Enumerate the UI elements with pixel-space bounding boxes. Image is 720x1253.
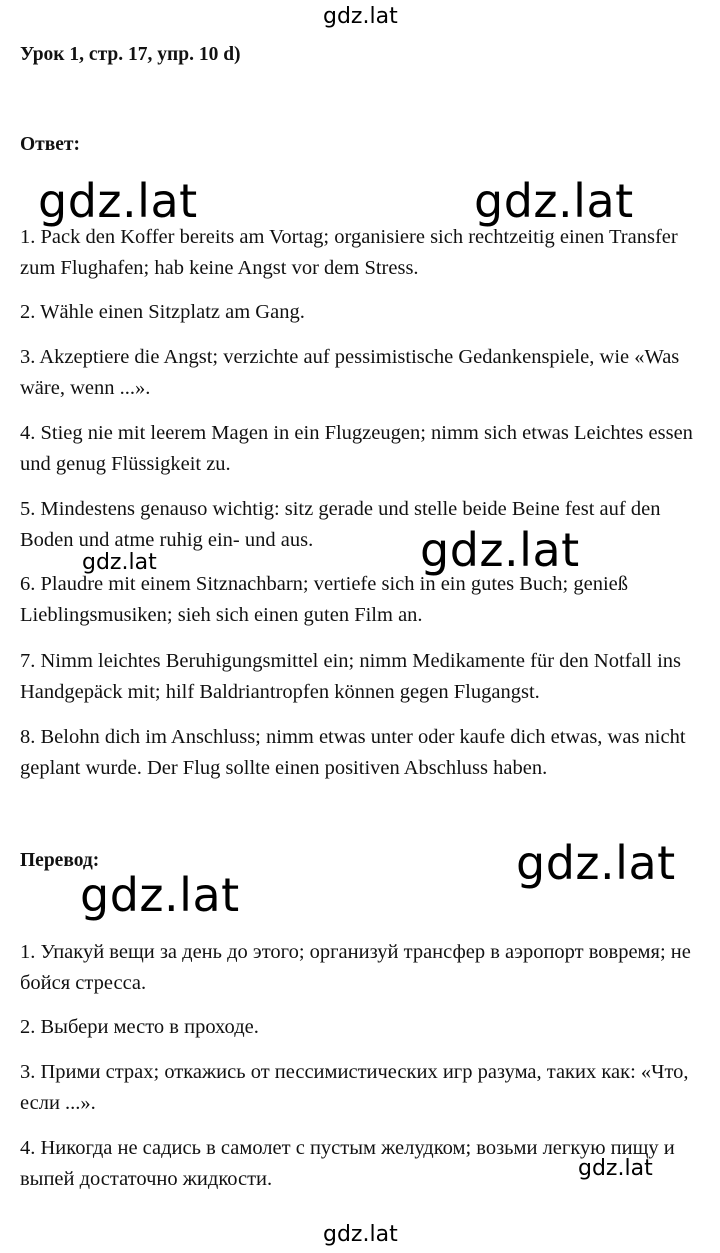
answer-item: 1. Pack den Koffer bereits am Vortag; organisiere sich rechtzeitig einen Transfer zum Flughafen; hab keine Angst vor dem Stress.	[20, 226, 678, 279]
footer-watermark: gdz.lat	[323, 1222, 398, 1247]
answer-item: 7. Nimm leichtes Beruhigungsmittel ein; nimm Medikamente für den Notfall ins Handgepäck mit; hilf Baldriantropfen können gegen Flugangst.	[20, 650, 682, 703]
header-watermark: gdz.lat	[323, 4, 398, 29]
watermark-big: gdz.lat	[516, 836, 676, 890]
watermark-small: gdz.lat	[82, 550, 157, 575]
translation-item: 4. Никогда не садись в самолет с пустым желудком; возьми легкую пищу и выпей достаточно жидкости.	[20, 1137, 675, 1190]
translation-item: 3. Прими страх; откажись от пессимистических игр разума, таких как: «Что, если ...».	[20, 1061, 689, 1114]
watermark-big: gdz.lat	[420, 523, 580, 577]
watermark-big: gdz.lat	[80, 868, 240, 922]
answer-item: 8. Belohn dich im Anschluss; nimm etwas unter oder kaufe dich etwas, was nicht geplant wurde. Der Flug sollte einen positiven Abschluss haben.	[20, 726, 686, 779]
translation-item: 2. Выбери место в проходе.	[20, 1016, 259, 1038]
answer-item: 2. Wähle einen Sitzplatz am Gang.	[20, 301, 305, 323]
watermark-big: gdz.lat	[474, 174, 634, 228]
answer-item: 5. Mindestens genauso wichtig: sitz gerade und stelle beide Beine fest auf den Boden und atme ruhig ein- und aus.	[20, 498, 661, 551]
translation-item: 1. Упакуй вещи за день до этого; организуй трансфер в аэропорт вовремя; не бойся стресса.	[20, 941, 691, 994]
answer-item: 3. Akzeptiere die Angst; verzichte auf pessimistische Gedankenspiele, wie «Was wäre, wenn ...».	[20, 346, 680, 399]
answer-item: 6. Plaudre mit einem Sitznachbarn; vertiefe sich in ein gutes Buch; genieß Lieblingsmusiken; sieh sich einen guten Film an.	[20, 573, 628, 626]
answer-item: 4. Stieg nie mit leerem Magen in ein Flugzeugen; nimm sich etwas Leichtes essen und genug Flüssigkeit zu.	[20, 422, 693, 475]
watermark-small: gdz.lat	[578, 1156, 653, 1181]
translation-label: Перевод:	[20, 850, 100, 871]
answer-label: Ответ:	[20, 134, 81, 155]
page-title: Урок 1, стр. 17, упр. 10 d)	[20, 44, 241, 65]
watermark-big: gdz.lat	[38, 174, 198, 228]
